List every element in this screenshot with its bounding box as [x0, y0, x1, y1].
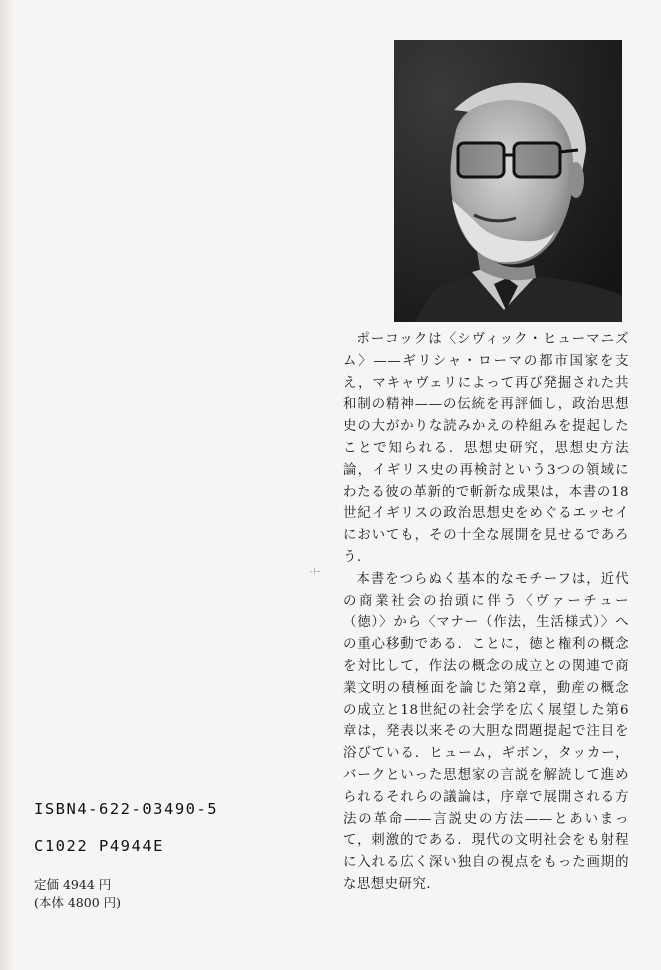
author-photo	[394, 40, 622, 322]
classification-code: C1022 P4944E	[34, 837, 164, 855]
page-edge-shading	[0, 0, 14, 970]
book-description	[343, 329, 629, 896]
price-block	[34, 876, 121, 912]
stray-mark: -ﾄｰ	[310, 567, 321, 576]
base-price: (本体 4800 円)	[34, 895, 122, 910]
description-paragraph-1: ポーコックは〈シヴィック・ヒューマニズム〉——ギリシャ・ローマの都市国家を支え，マキャヴェリによって再び発掘された共和制の精神——の伝統を再評価し，政治思想史の大がかりな読みかえの枠組みを提起したことで知られる．思想史研究，思想史方法論，イギリス史の再検討という3つの領域にわたる彼の革新的で斬新な成果は，本書の18世紀イギリスの政治思想史をめぐるエッセイにおいても，その十全な展開を見せるであろう．	[343, 332, 629, 565]
list-price: 定価 4944 円	[34, 877, 112, 892]
author-portrait-icon	[394, 40, 622, 322]
description-paragraph-2: 本書をつらぬく基本的なモチーフは，近代の商業社会の抬頭に伴う〈ヴァーチュー（徳）〉から〈マナー（作法，生活様式）〉への重心移動である．ことに，徳と権利の概念を対比して，作法の概念の成立との関連で商業文明の積極面を論じた第2章，動産の概念の成立と18世紀の社会学を広く展望した第6章は，発表以来その大胆な問題提起で注目を浴びている．ヒューム，ギボン，タッカー，バークといった思想家の言説を解読して進められるそれらの議論は，序章で展開される方法の革命——言説史の方法——とあいまって，刺激的である．現代の文明社会をも射程に入れる広く深い独自の視点をもった画期的な思想史研究．	[343, 571, 629, 892]
isbn-number: ISBN4-622-03490-5	[34, 800, 219, 818]
